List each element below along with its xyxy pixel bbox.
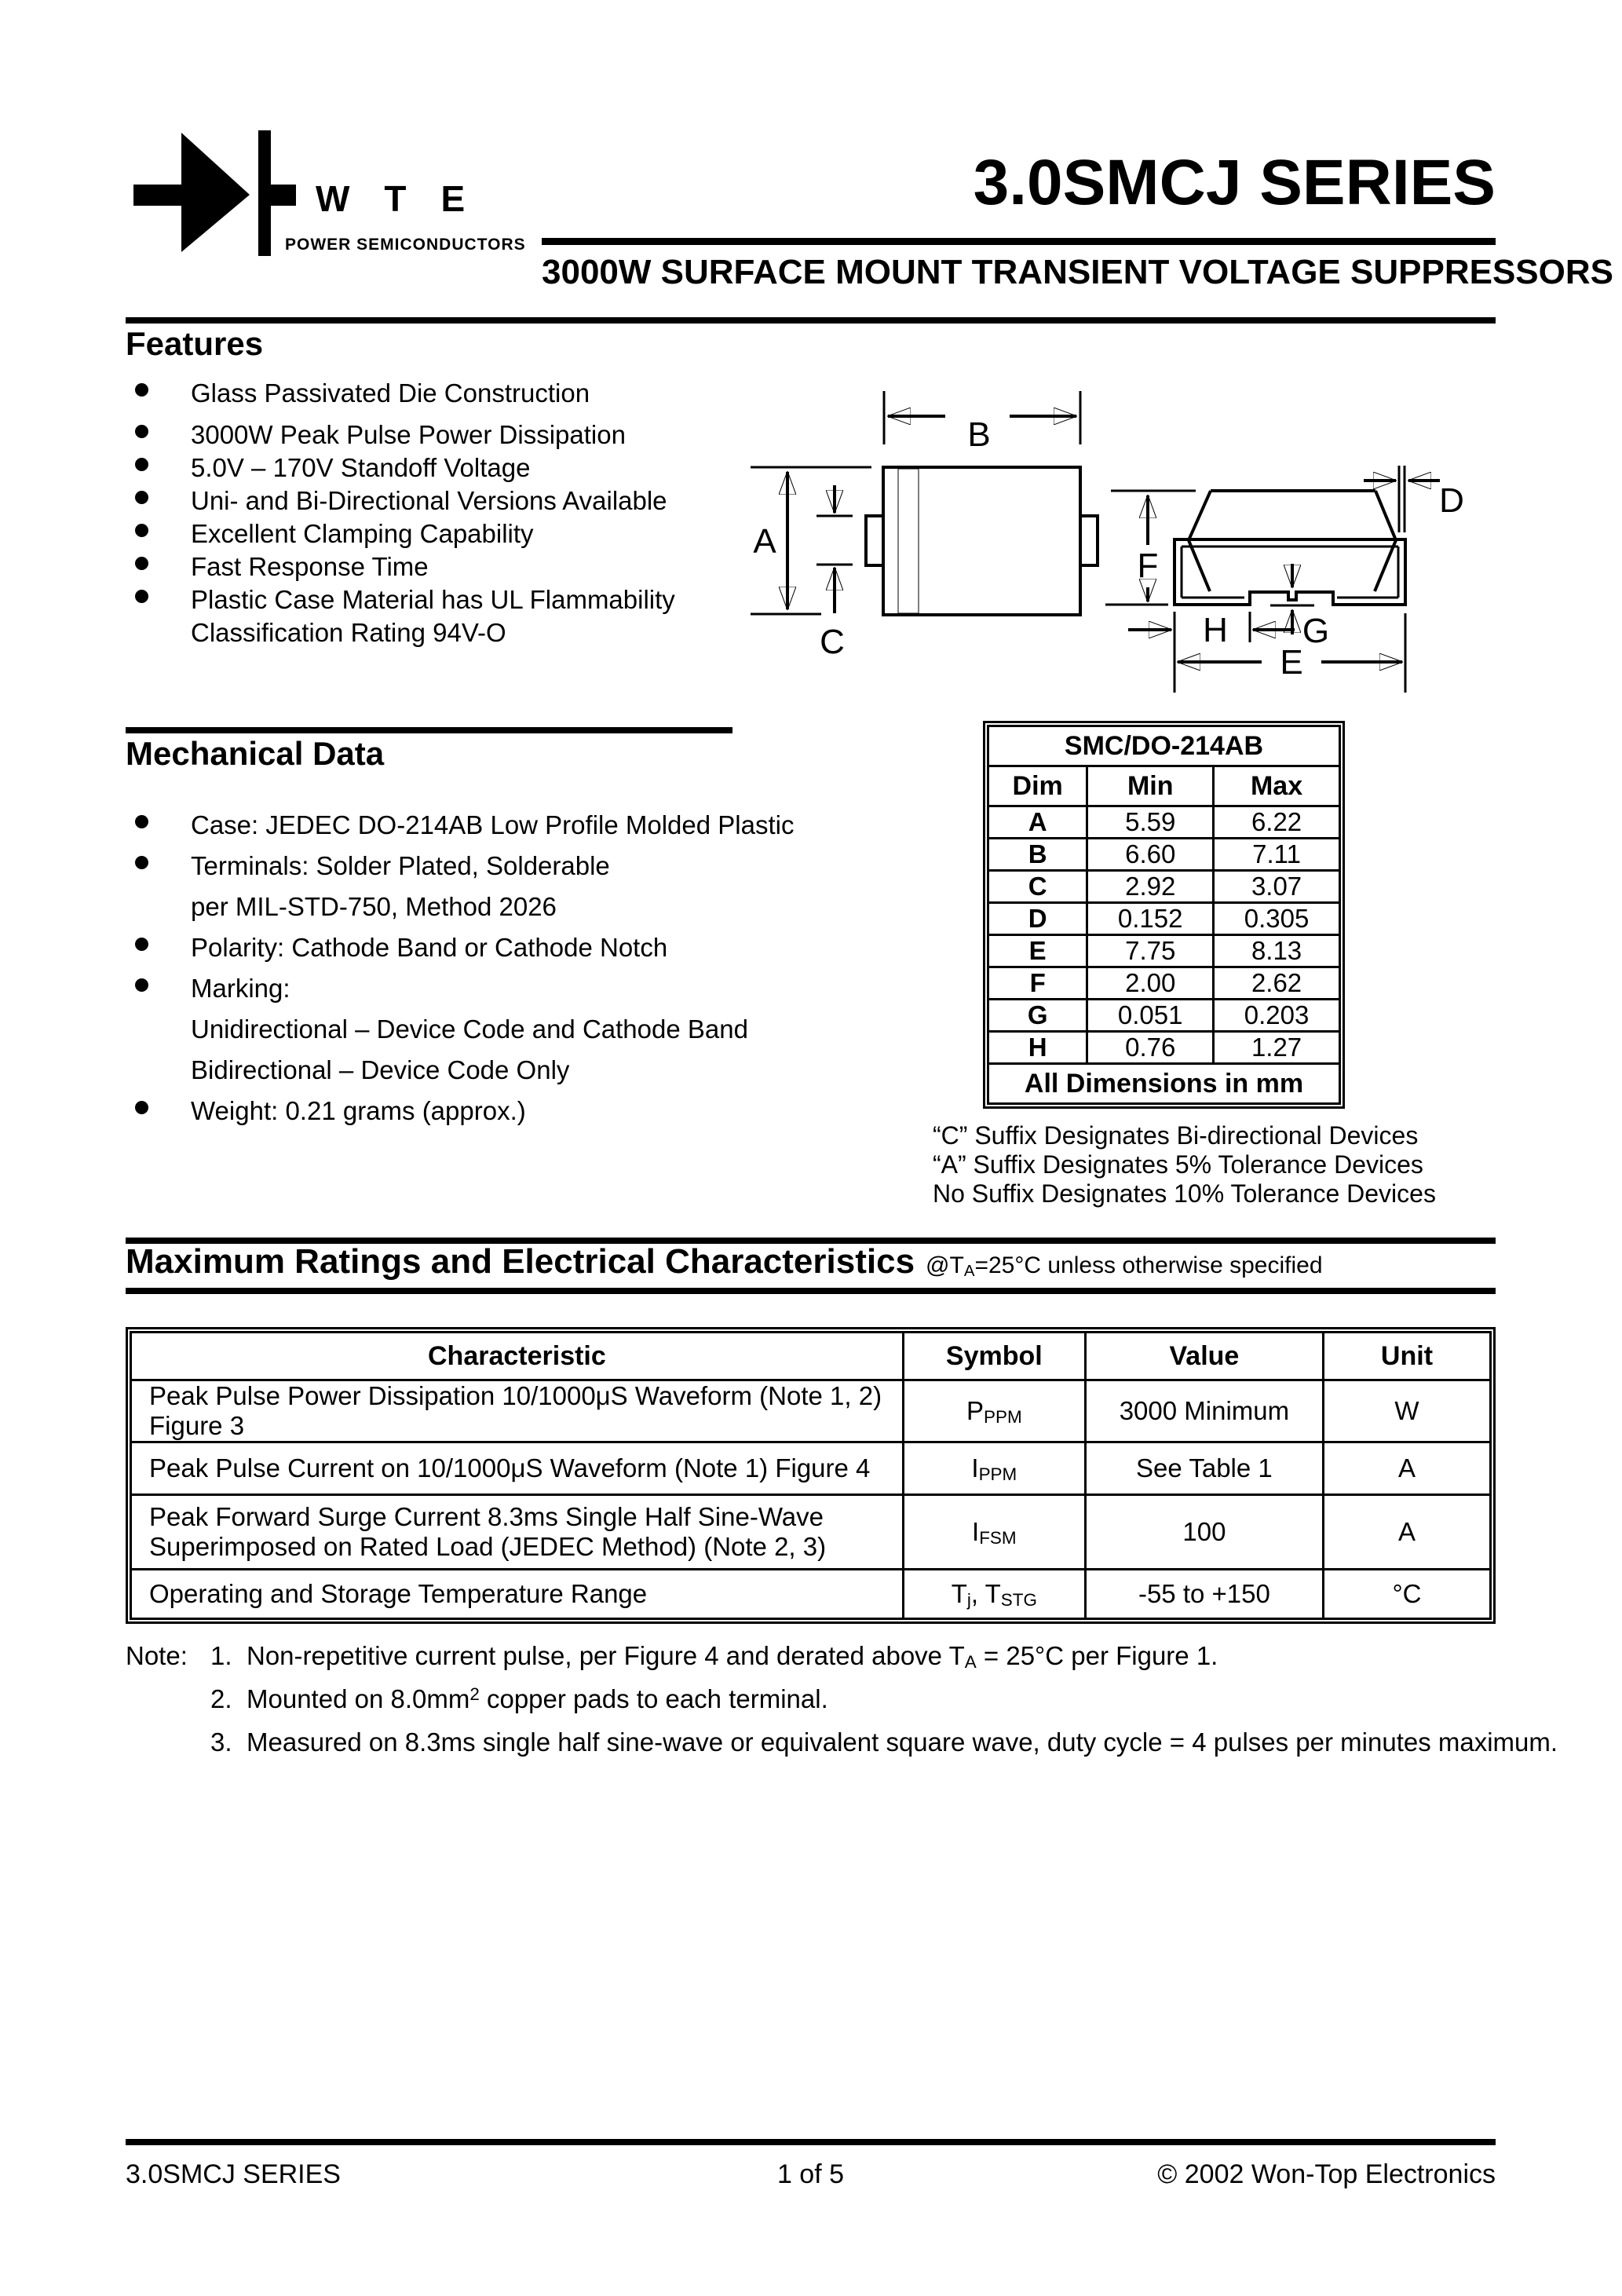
package-diagram — [738, 377, 1554, 707]
feature-item — [126, 420, 819, 450]
mechanical-item-label: Marking: — [191, 974, 290, 1003]
mechanical-item-continuation — [126, 892, 819, 922]
bullet-icon — [135, 491, 148, 504]
dim-row: D 0.152 0.305 — [988, 903, 1340, 935]
feature-item — [126, 486, 819, 516]
ratings-row: Peak Forward Surge Current 8.3ms Single Half Sine-Wave Superimposed on Rated Load (JEDEC Method) (Note 2, 3) $I_{FSM}$ 100 A — [131, 1495, 1491, 1570]
ratings-col-header: Characteristic — [131, 1333, 904, 1380]
bullet-icon — [135, 524, 148, 537]
doc-title: 3.0SMCJ SERIES — [973, 147, 1496, 218]
mechanical-item-label: per MIL-STD-750, Method 2026 — [191, 892, 557, 921]
ratings-col-header: Unit — [1323, 1333, 1490, 1380]
dim-row: G 0.051 0.203 — [988, 1000, 1340, 1032]
footer-rule — [126, 2139, 1496, 2145]
notes-label: Note: — [126, 1641, 188, 1670]
symbol-cell: $I_{PPM}$ — [903, 1442, 1085, 1495]
suffix-note: No Suffix Designates 10% Tolerance Devices — [933, 1179, 1436, 1208]
symbol-cell: $I_{FSM}$ — [903, 1495, 1085, 1570]
suffix-note: “C” Suffix Designates Bi-directional Devices — [933, 1121, 1419, 1150]
mechanical-item-label: Case: JEDEC DO-214AB Low Profile Molded Plastic — [191, 810, 795, 839]
bullet-icon — [135, 1101, 148, 1114]
note-item: 2. Mounted on $8.0mm^2$ copper pads to each terminal. — [210, 1684, 828, 1713]
feature-item-label: Fast Response Time — [191, 552, 429, 581]
mechanical-item-label: Polarity: Cathode Band or Cathode Notch — [191, 933, 668, 962]
dim-row: H 0.76 1.27 — [988, 1032, 1340, 1064]
side-view — [1105, 466, 1464, 693]
ratings-col-header: Symbol — [903, 1333, 1085, 1380]
bullet-icon — [135, 425, 148, 438]
dim-row: F 2.00 2.62 — [988, 967, 1340, 1000]
ratings-row: Peak Pulse Power Dissipation 10/1000μS Waveform (Note 1, 2) Figure 3 $P_{PPM}$ 3000 Minimum W — [131, 1380, 1491, 1442]
bullet-icon — [135, 557, 148, 570]
bullet-icon — [135, 383, 148, 397]
feature-item — [126, 585, 819, 615]
footer-copyright: © 2002 Won-Top Electronics — [1157, 2159, 1496, 2189]
dim-label-b: B — [967, 415, 991, 454]
feature-item-label: Uni- and Bi-Directional Versions Available — [191, 486, 667, 515]
feature-item-label: Glass Passivated Die Construction — [191, 378, 590, 408]
mechanical-item — [126, 974, 819, 1004]
mechanical-item-label: Weight: 0.21 grams (approx.) — [191, 1096, 526, 1125]
ratings-table — [126, 1327, 1496, 1624]
dim-label-d: D — [1439, 481, 1464, 520]
dim-table — [983, 721, 1345, 1109]
ratings-bottom-rule — [126, 1288, 1496, 1294]
feature-item-label: 3000W Peak Pulse Power Dissipation — [191, 420, 626, 449]
ratings-col-header: Value — [1085, 1333, 1323, 1380]
ratings-condition: $@T_A=25^\circ C$ unless otherwise specified — [926, 1252, 1323, 1280]
feature-item-continuation — [126, 618, 819, 648]
symbol-cell: $T_j$, $T_{STG}$ — [903, 1570, 1085, 1619]
characteristic-cell: Peak Forward Surge Current 8.3ms Single Half Sine-Wave Superimposed on Rated Load (JEDEC Method) (Note 2, 3) — [131, 1495, 904, 1570]
dim-label-g: G — [1302, 612, 1330, 650]
dim-label-c: C — [820, 623, 845, 661]
mechanical-item — [126, 933, 819, 963]
features-heading: Features — [126, 325, 264, 362]
feature-item-label: Plastic Case Material has UL Flammability — [191, 585, 675, 614]
bullet-icon — [135, 856, 148, 869]
note-item: 3. Measured on 8.3ms single half sine-wave or equivalent square wave, duty cycle = 4 pulses per minutes maximum. — [210, 1727, 1558, 1757]
bullet-icon — [135, 458, 148, 471]
feature-item-label: Classification Rating 94V-O — [191, 618, 506, 647]
brand-name: WTE — [316, 178, 500, 219]
dim-table-title: SMC/DO-214AB — [988, 726, 1340, 766]
doc-subtitle: 3000W SURFACE MOUNT TRANSIENT VOLTAGE SUPPRESSORS — [542, 253, 1613, 291]
dim-label-f: F — [1137, 547, 1159, 585]
bullet-icon — [135, 590, 148, 603]
feature-item — [126, 453, 819, 483]
diode-logo-icon — [126, 130, 306, 263]
feature-item — [126, 519, 819, 549]
feature-item-label: Excellent Clamping Capability — [191, 519, 534, 548]
feature-item — [126, 378, 819, 408]
mechanical-item-continuation — [126, 1055, 819, 1085]
ratings-row: Peak Pulse Current on 10/1000μS Waveform (Note 1) Figure 4 $I_{PPM}$ See Table 1 A — [131, 1442, 1491, 1495]
mechanical-item-continuation — [126, 1015, 819, 1044]
bullet-icon — [135, 938, 148, 951]
suffix-notes — [933, 1121, 1436, 1208]
mechanical-item — [126, 1096, 819, 1126]
front-view — [751, 391, 1098, 661]
ratings-row: Operating and Storage Temperature Range $T_j$, $T_{STG}$ -55 to +150 °C — [131, 1570, 1491, 1619]
mechanical-top-rule — [126, 727, 732, 733]
mechanical-item-label: Terminals: Solder Plated, Solderable — [191, 851, 610, 880]
mechanical-item-label: Unidirectional – Device Code and Cathode Band — [191, 1015, 748, 1044]
title-rule — [542, 238, 1496, 245]
symbol-cell: $P_{PPM}$ — [903, 1380, 1085, 1442]
dim-label-h: H — [1203, 611, 1228, 649]
note-item: 1. Non-repetitive current pulse, per Figure 4 and derated above $T_A = 25^\circ C$ per Figure 1. — [210, 1641, 1218, 1673]
bullet-icon — [135, 978, 148, 992]
bullet-icon — [135, 815, 148, 828]
mechanical-heading: Mechanical Data — [126, 735, 385, 772]
dim-col-header: Min — [1087, 766, 1214, 806]
ratings-heading: Maximum Ratings and Electrical Characteristics — [126, 1242, 915, 1281]
features-top-rule — [126, 317, 1496, 324]
dim-row: B 6.60 7.11 — [988, 839, 1340, 871]
brand-tagline: POWER SEMICONDUCTORS — [285, 236, 526, 254]
dim-label-a: A — [753, 522, 776, 561]
dim-row: A 5.59 6.22 — [988, 806, 1340, 839]
cathode-band — [898, 469, 919, 613]
feature-item — [126, 552, 819, 582]
dim-row: E 7.75 8.13 — [988, 935, 1340, 967]
mechanical-item-label: Bidirectional – Device Code Only — [191, 1055, 570, 1084]
mechanical-item — [126, 851, 819, 881]
feature-item-label: 5.0V – 170V Standoff Voltage — [191, 453, 531, 482]
mechanical-item — [126, 810, 819, 840]
dim-row: C 2.92 3.07 — [988, 871, 1340, 903]
suffix-note: “A” Suffix Designates 5% Tolerance Devices — [933, 1150, 1423, 1179]
dim-col-header: Dim — [988, 766, 1087, 806]
dim-col-header: Max — [1214, 766, 1340, 806]
dim-label-e: E — [1280, 643, 1303, 682]
footer-page-number: 1 of 5 — [776, 2159, 845, 2189]
footer-series: 3.0SMCJ SERIES — [126, 2159, 341, 2189]
dim-table-footer: All Dimensions in mm — [988, 1064, 1340, 1104]
